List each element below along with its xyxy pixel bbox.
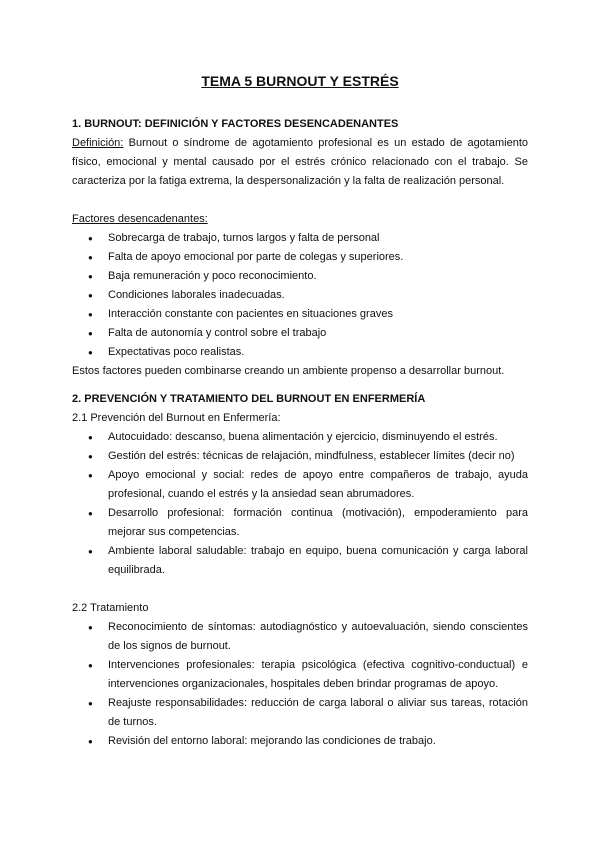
- treatment-list: [72, 618, 528, 751]
- list-item: ● Baja remuneración y poco reconocimiento.: [72, 267, 528, 286]
- section1-heading: 1. BURNOUT: DEFINICIÓN Y FACTORES DESENCADENANTES: [72, 118, 399, 130]
- list-item: ● Autocuidado: descanso, buena alimentación y ejercicio, disminuyendo el estrés.: [72, 428, 528, 447]
- document-title: TEMA 5 BURNOUT Y ESTRÉS: [201, 73, 399, 89]
- prevention-label: 2.1 Prevención del Burnout en Enfermería:: [72, 412, 281, 424]
- list-item: ● Gestión del estrés: técnicas de relajación, mindfulness, establecer límites (decir no): [72, 447, 528, 466]
- list-item: ● Ambiente laboral saludable: trabajo en equipo, buena comunicación y carga laboral equilibrada.: [72, 542, 528, 580]
- definition-text: Burnout o síndrome de agotamiento profesional es un estado de agotamiento físico, emocional y mental causado por el estrés crónico relacionado con el trabajo. Se caracteriza por la fatiga extrema, la despersonalización y la falta de realización personal.: [72, 137, 528, 187]
- list-item: ● Reconocimiento de síntomas: autodiagnóstico y autoevaluación, siendo conscientes de los signos de burnout.: [72, 618, 528, 656]
- factors-list: [72, 229, 528, 362]
- list-item: ● Intervenciones profesionales: terapia psicológica (efectiva cognitivo-conductual) e intervenciones organizacionales, hospitales deben brindar programas de apoyo.: [72, 656, 528, 694]
- factors-closing: Estos factores pueden combinarse creando un ambiente propenso a desarrollar burnout.: [72, 365, 505, 377]
- definition-paragraph: [72, 134, 528, 191]
- list-item: ● Apoyo emocional y social: redes de apoyo entre compañeros de trabajo, ayuda profesional, cuando el estrés y la ansiedad sean abrumadores.: [72, 466, 528, 504]
- factors-label: Factores desencadenantes:: [72, 213, 208, 225]
- list-item: ● Revisión del entorno laboral: mejorando las condiciones de trabajo.: [72, 732, 528, 751]
- section2-heading: 2. PREVENCIÓN Y TRATAMIENTO DEL BURNOUT EN ENFERMERÍA: [72, 393, 426, 405]
- list-item: ● Falta de apoyo emocional por parte de colegas y superiores.: [72, 248, 528, 267]
- definition-label: Definición:: [72, 137, 124, 149]
- list-item: ● Expectativas poco realistas.: [72, 343, 528, 362]
- prevention-list: [72, 428, 528, 580]
- document-page: [72, 70, 528, 751]
- treatment-label: 2.2 Tratamiento: [72, 602, 149, 614]
- list-item: ● Condiciones laborales inadecuadas.: [72, 286, 528, 305]
- list-item: ● Reajuste responsabilidades: reducción de carga laboral o aliviar sus tareas, rotación de turnos.: [72, 694, 528, 732]
- list-item: ● Sobrecarga de trabajo, turnos largos y falta de personal: [72, 229, 528, 248]
- list-item: ● Falta de autonomía y control sobre el trabajo: [72, 324, 528, 343]
- list-item: ● Desarrollo profesional: formación continua (motivación), empoderamiento para mejorar sus competencias.: [72, 504, 528, 542]
- list-item: ● Interacción constante con pacientes en situaciones graves: [72, 305, 528, 324]
